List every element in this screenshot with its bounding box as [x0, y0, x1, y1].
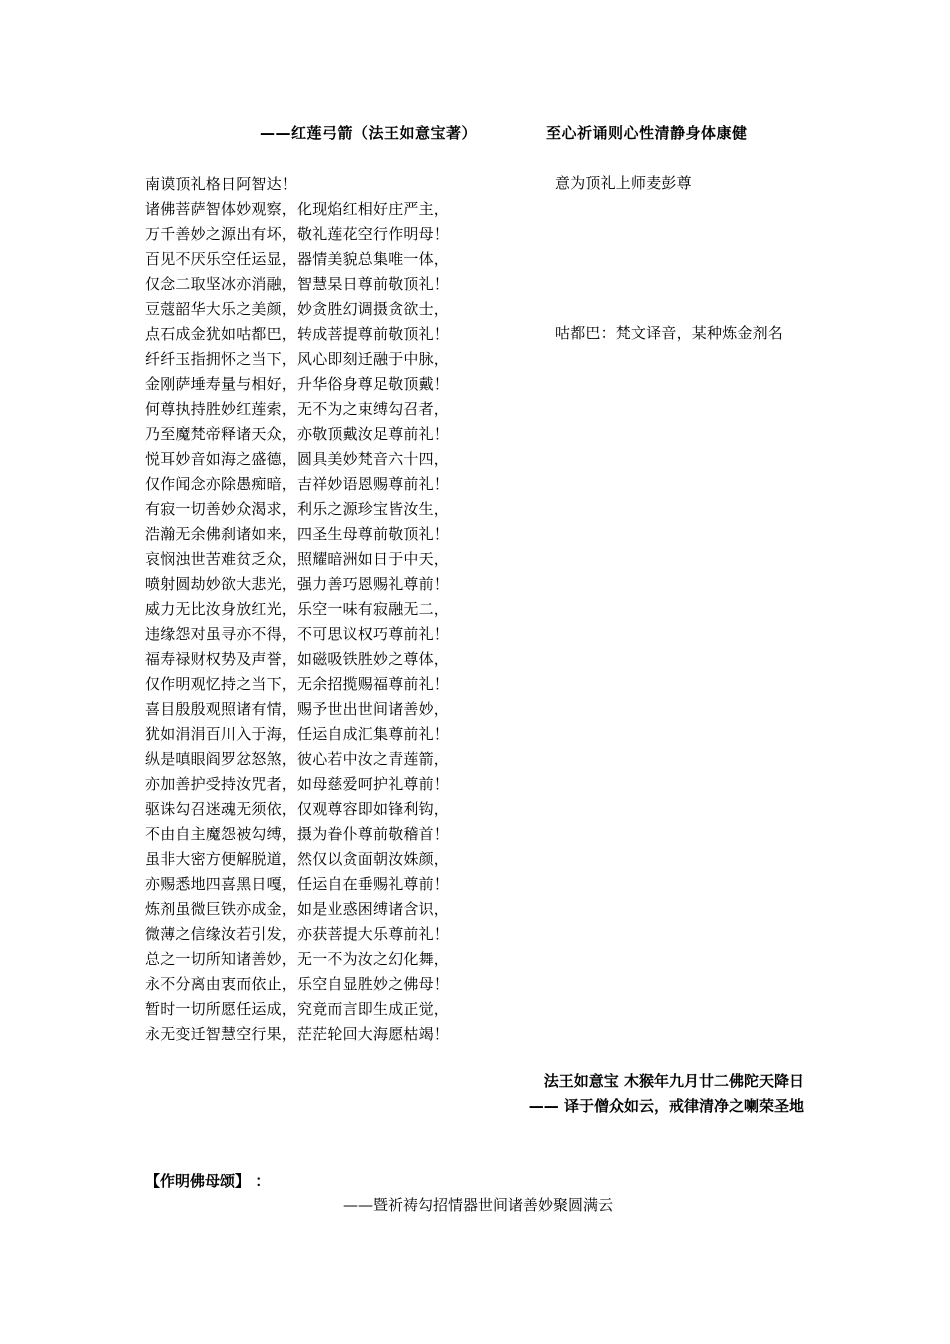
verse-line: 豆蔻韶华大乐之美颜，妙贪胜幻调摄贪欲士，	[145, 300, 450, 318]
author-signature: 法王如意宝 木猴年九月廿二佛陀天降日	[543, 1072, 804, 1090]
verse-line: 南谟顶礼格日阿智达！	[145, 175, 298, 193]
verse-line: 点石成金犹如咕都巴，转成菩提尊前敬顶礼！	[145, 325, 450, 343]
verse-line: 何尊执持胜妙红莲索，无不为之束缚勾召者，	[145, 400, 450, 418]
verse-line: 亦赐悉地四喜黑日嘎，任运自在垂赐礼尊前！	[145, 875, 450, 893]
verse-line: 万千善妙之源出有坏，敬礼莲花空行作明母！	[145, 225, 450, 243]
verse-line: 不由自主魔怨被勾缚，摄为眷仆尊前敬稽首！	[145, 825, 450, 843]
verse-line: 喜目殷殷观照诸有情，赐予世出世间诸善妙，	[145, 700, 450, 718]
verse-list	[145, 172, 505, 1047]
verse-line: 福寿禄财权势及声誉，如磁吸铁胜妙之尊体，	[145, 650, 450, 668]
verse-line: 仅作明观忆持之当下，无余招揽赐福尊前礼！	[145, 675, 450, 693]
verse-line: 仅作闻念亦除愚痴暗，吉祥妙语恩赐尊前礼！	[145, 475, 450, 493]
verse-line: 纵是嗔眼阎罗忿怒煞，彼心若中汝之青莲箭，	[145, 750, 450, 768]
document-title: ——红莲弓箭（法王如意宝著）	[260, 124, 478, 142]
document-subtitle: 至心祈诵则心性清静身体康健	[546, 124, 748, 142]
verse-line: 亦加善护受持汝咒者，如母慈爱呵护礼尊前！	[145, 775, 450, 793]
section-heading: 【作明佛母颂】 ：	[145, 1172, 271, 1190]
section-subtitle: ——暨祈祷勾招情器世间诸善妙聚圆满云	[343, 1196, 614, 1214]
verse-line: 百见不厌乐空任运显，器情美貌总集唯一体，	[145, 250, 450, 268]
verse-line: 微薄之信缘汝若引发，亦获菩提大乐尊前礼！	[145, 925, 450, 943]
verse-line: 乃至魔梵帝释诸天众，亦敬顶戴汝足尊前礼！	[145, 425, 450, 443]
verse-line: 仅念二取坚冰亦消融，智慧杲日尊前敬顶礼！	[145, 275, 450, 293]
verse-line: 虽非大密方便解脱道，然仅以贪面朝汝姝颜，	[145, 850, 450, 868]
verse-line: 总之一切所知诸善妙，无一不为汝之幻化舞，	[145, 950, 450, 968]
margin-note-homage: 意为顶礼上师麦彭尊	[555, 174, 692, 192]
verse-line: 暂时一切所愿任运成，究竟而言即生成正觉，	[145, 1000, 450, 1018]
verse-line: 喷射圆劫妙欲大悲光，强力善巧恩赐礼尊前！	[145, 575, 450, 593]
verse-line: 威力无比汝身放红光，乐空一味有寂融无二，	[145, 600, 450, 618]
verse-line: 永无变迁智慧空行果，茫茫轮回大海愿枯竭！	[145, 1025, 450, 1043]
verse-line: 纤纤玉指拥怀之当下，风心即刻迁融于中脉，	[145, 350, 450, 368]
verse-line: 金刚萨埵寿量与相好，升华俗身尊足敬顶戴！	[145, 375, 450, 393]
margin-note-gudupa: 咕都巴：梵文译音，某种炼金剂名	[555, 324, 784, 342]
verse-line: 有寂一切善妙众渴求，利乐之源珍宝皆汝生，	[145, 500, 450, 518]
verse-line: 浩瀚无余佛刹诸如来，四圣生母尊前敬顶礼！	[145, 525, 450, 543]
verse-line: 驱诛勾召迷魂无须依，仅观尊容即如锋利钩，	[145, 800, 450, 818]
translation-note: —— 译于僧众如云，戒律清净之喇荣圣地	[528, 1097, 804, 1115]
verse-line: 违缘怨对虽寻亦不得，不可思议权巧尊前礼！	[145, 625, 450, 643]
verse-line: 悦耳妙音如海之盛德，圆具美妙梵音六十四，	[145, 450, 450, 468]
verse-line: 哀悯浊世苦难贫乏众，照耀暗洲如日于中天，	[145, 550, 450, 568]
verse-line: 犹如涓涓百川入于海，任运自成汇集尊前礼！	[145, 725, 450, 743]
verse-line: 炼剂虽微巨铁亦成金，如是业惑困缚诸含识，	[145, 900, 450, 918]
verse-line: 永不分离由衷而依止，乐空自显胜妙之佛母！	[145, 975, 450, 993]
verse-line: 诸佛菩萨智体妙观察，化现焰红相好庄严主，	[145, 200, 450, 218]
